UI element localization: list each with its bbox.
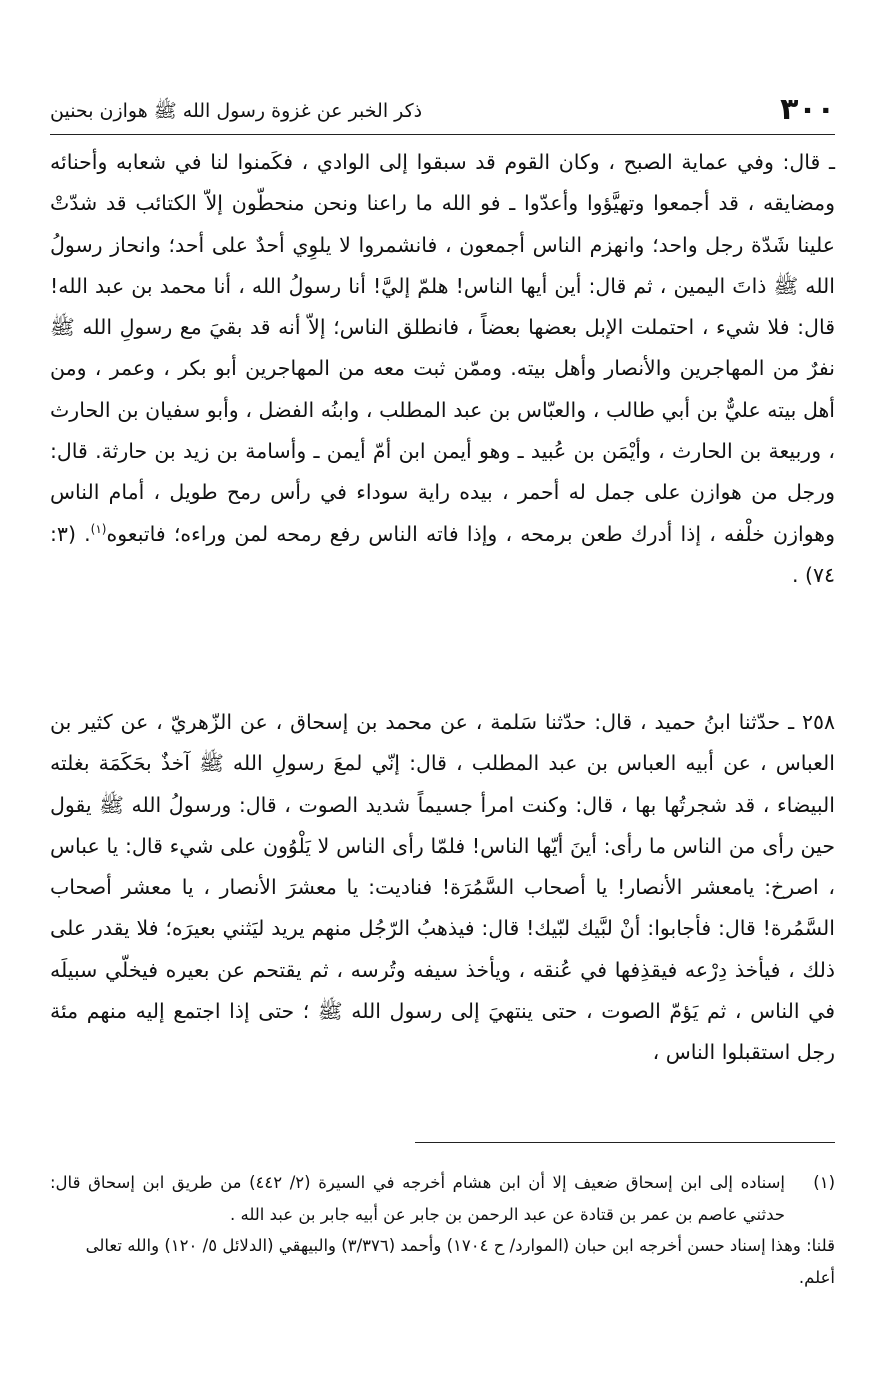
- hadith-paragraph-258: [50, 702, 835, 1074]
- body-paragraph-continued: [50, 142, 835, 596]
- footnote-text: إسناده إلى ابن إسحاق ضعيف إلا أن ابن هشام أخرجه في السيرة (٢/ ٤٤٢) من طريق ابن إسحاق قال: حدثني عاصم بن عمر بن قتادة عن عبد الرحمن بن جابر عن أبيه جابر بن عبد الله .: [50, 1173, 785, 1224]
- paragraph-text-main: ـ قال: وفي عماية الصبح ، وكان القوم قد سبقوا إلى الوادي ، فكَمنوا لنا في شعابه وأحنائه ومضايقه ، قد أجمعوا وتهيَّؤوا وأعدّوا ـ فو الله ما راعنا ونحن منحطّون إلاّ الكتائب قد شدّتْ علينا شَدّة رجل واحد؛ وانهزم الناس أجمعون ، فانشمروا لا يلوِي أحدٌ على أحد؛ وانحاز رسولُ الله ﷺ ذاتَ اليمين ، ثم قال: أين أيها الناس! هلمّ إليَّ! أنا رسولُ الله ، أنا محمد بن عبد الله! قال: فلا شيء ، احتملت الإبل بعضها بعضاً ، فانطلق الناس؛ إلاّ أنه قد بقيَ مع رسولِ الله ﷺ نفرٌ من المهاجرين والأنصار وأهل بيته. وممّن ثبت معه من المهاجرين أبو بكر ، وعمر ، ومن أهل بيته عليٌّ بن أبي طالب ، والعبّاس بن عبد المطلب ، وابنُه الفضل ، وأبو سفيان بن الحارث ، وربيعة بن الحارث ، وأيْمَن بن عُبيد ـ وهو أيمن ابن أمّ أيمن ـ وأسامة بن زيد بن حارثة. قال: ورجل من هوازن على جمل له أحمر ، بيده راية سوداء في رأس رمح طويل ، أمام الناس وهوازن خلْفه ، إذا أدرك طعن برمحه ، وإذا فاته الناس رفع رمحه لمن وراءه؛ فاتبعوه: [50, 150, 835, 546]
- running-header: [50, 92, 835, 132]
- footnote-marker: (١): [813, 1173, 835, 1192]
- paragraph-text: ٢٥٨ ـ حدّثنا ابنُ حميد ، قال: حدّثنا سَلمة ، عن محمد بن إسحاق ، عن الزّهريّ ، عن كثير بن العباس ، عن أبيه العباس بن عبد المطلب ، قال: إنّي لمعَ رسولِ الله ﷺ آخذٌ بحَكَمَة بغلته البيضاء ، قد شجرتُها بها ، قال: وكنت امرأ جسيماً شديد الصوت ، قال: ورسولُ الله ﷺ يقول حين رأى من الناس ما رأى: أينَ أيّها الناس! فلمّا رأى الناس لا يَلْوُون على شيء قال: يا عباس ، اصرخ: يامعشر الأنصار! يا أصحاب السَّمُرَة! فناديت: يا معشرَ الأنصار ، يا معشر أصحاب السَّمُرة! قال: فأجابوا: أنْ لبَّيك لبّيك! قال: فيذهبُ الرّجُل منهم يريد ليَثني بعيرَه؛ فلا يقدر على ذلك ، فيأخذ دِرْعه فيقذِفها في عُنقه ، ويأخذ سيفه وتُرسه ، ثم يقتحم عن بعيره فيخلّي سبيلَه في الناس ، ثم يَؤمّ الصوت ، حتى ينتهيَ إلى رسول الله ﷺ ؛ حتى إذا اجتمع إليه منهم مئة رجل استقبلوا الناس ،: [50, 710, 835, 1065]
- page-number: ٣٠٠: [780, 92, 835, 127]
- footnote-entry: [50, 1167, 835, 1230]
- paragraph-text: [50, 142, 835, 596]
- running-title: ذكر الخبر عن غزوة رسول الله ﷺ هوازن بحنين: [50, 100, 423, 122]
- footnotes-section: [50, 1167, 835, 1293]
- source-citation: . (٣: ٧٤) .: [50, 521, 835, 587]
- footnote-rule: [415, 1142, 835, 1143]
- footnote-editor-note: قلنا: وهذا إسناد حسن أخرجه ابن حبان (الموارد/ ح ١٧٠٤) وأحمد (٣/٣٧٦) والبيهقي (الدلائل ٥/ ١٢٠) والله تعالى أعلم.: [85, 1236, 835, 1287]
- footnote-reference[interactable]: (١): [90, 521, 107, 536]
- header-rule: [50, 134, 835, 135]
